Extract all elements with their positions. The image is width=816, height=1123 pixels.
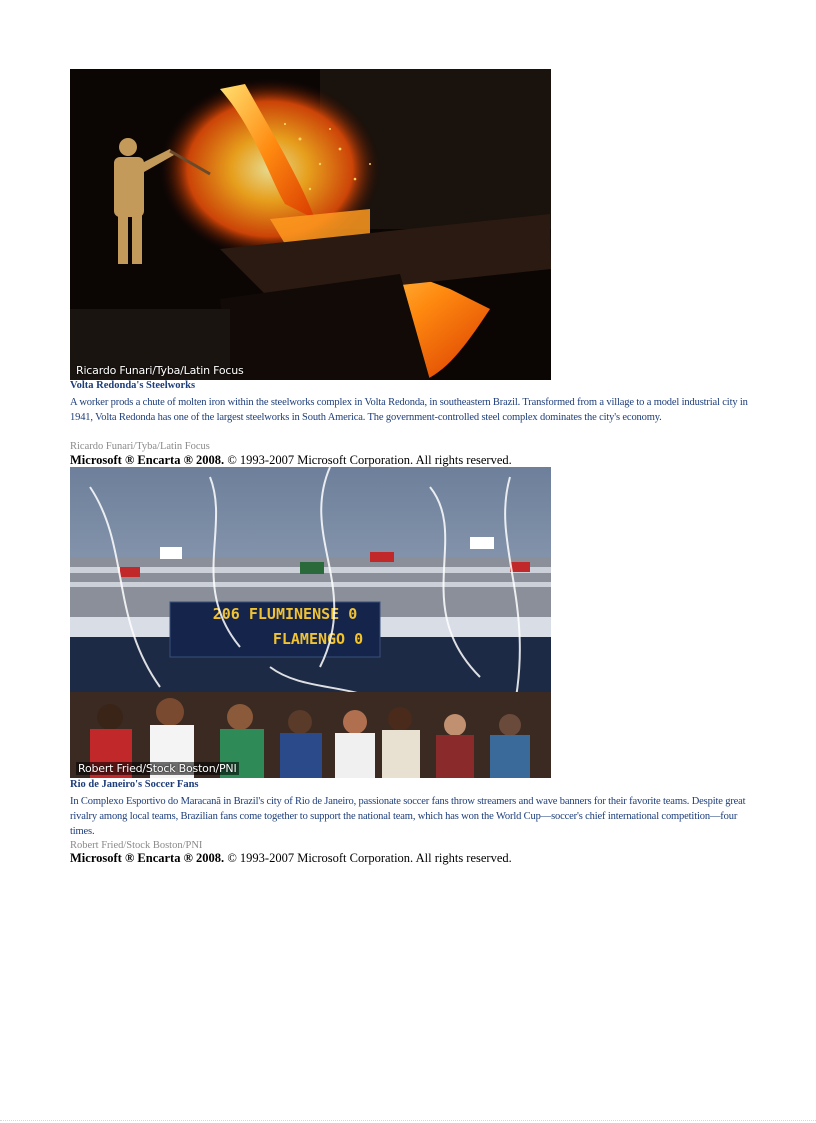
- soccer-photo-credit-overlay: Robert Fried/Stock Boston/PNI: [78, 762, 237, 775]
- scoreboard-line-2: FLAMENGO 0: [272, 630, 364, 648]
- page-bottom-rule: [0, 1120, 816, 1121]
- soccer-caption-text: In Complexo Esportivo do Maracanã in Brazil's city of Rio de Janeiro, passionate soccer fans throw streamers and wave banners for their favorite teams. Despite great rivalry among local teams, Brazilian fans come together to support the national team, which has won the World Cup—soccer's chief international competition—four times.: [70, 796, 746, 837]
- steelworks-photo-credit-overlay: Ricardo Funari/Tyba/Latin Focus: [76, 364, 244, 377]
- steelworks-caption-text: A worker prods a chute of molten iron within the steelworks complex in Volta Redonda, in southeastern Brazil. Transformed from a village to a model industrial city in 1941, Volta Redonda has one of the largest steelworks in South America. The government-controlled steel complex dominates the city's economy.: [70, 397, 748, 423]
- soccer-copyright: [70, 851, 512, 866]
- steelworks-photo: [70, 69, 551, 380]
- copyright-brand: Microsoft ® Encarta ® 2008.: [70, 453, 225, 467]
- soccer-caption-title: Rio de Janeiro's Soccer Fans: [70, 779, 199, 790]
- steelworks-illustration: [70, 69, 551, 380]
- steelworks-caption-credit: Ricardo Funari/Tyba/Latin Focus: [70, 441, 210, 452]
- copyright-brand: Microsoft ® Encarta ® 2008.: [70, 851, 225, 865]
- steelworks-copyright: [70, 453, 512, 468]
- copyright-notice: © 1993-2007 Microsoft Corporation. All rights reserved.: [224, 851, 512, 865]
- soccer-fans-illustration: [70, 467, 551, 778]
- soccer-fans-photo: [70, 467, 551, 778]
- soccer-caption-credit: Robert Fried/Stock Boston/PNI: [70, 840, 203, 851]
- scoreboard-line-1: 206 FLUMINENSE 0: [212, 605, 358, 623]
- copyright-notice: © 1993-2007 Microsoft Corporation. All rights reserved.: [224, 453, 512, 467]
- steelworks-caption-title: Volta Redonda's Steelworks: [70, 380, 196, 391]
